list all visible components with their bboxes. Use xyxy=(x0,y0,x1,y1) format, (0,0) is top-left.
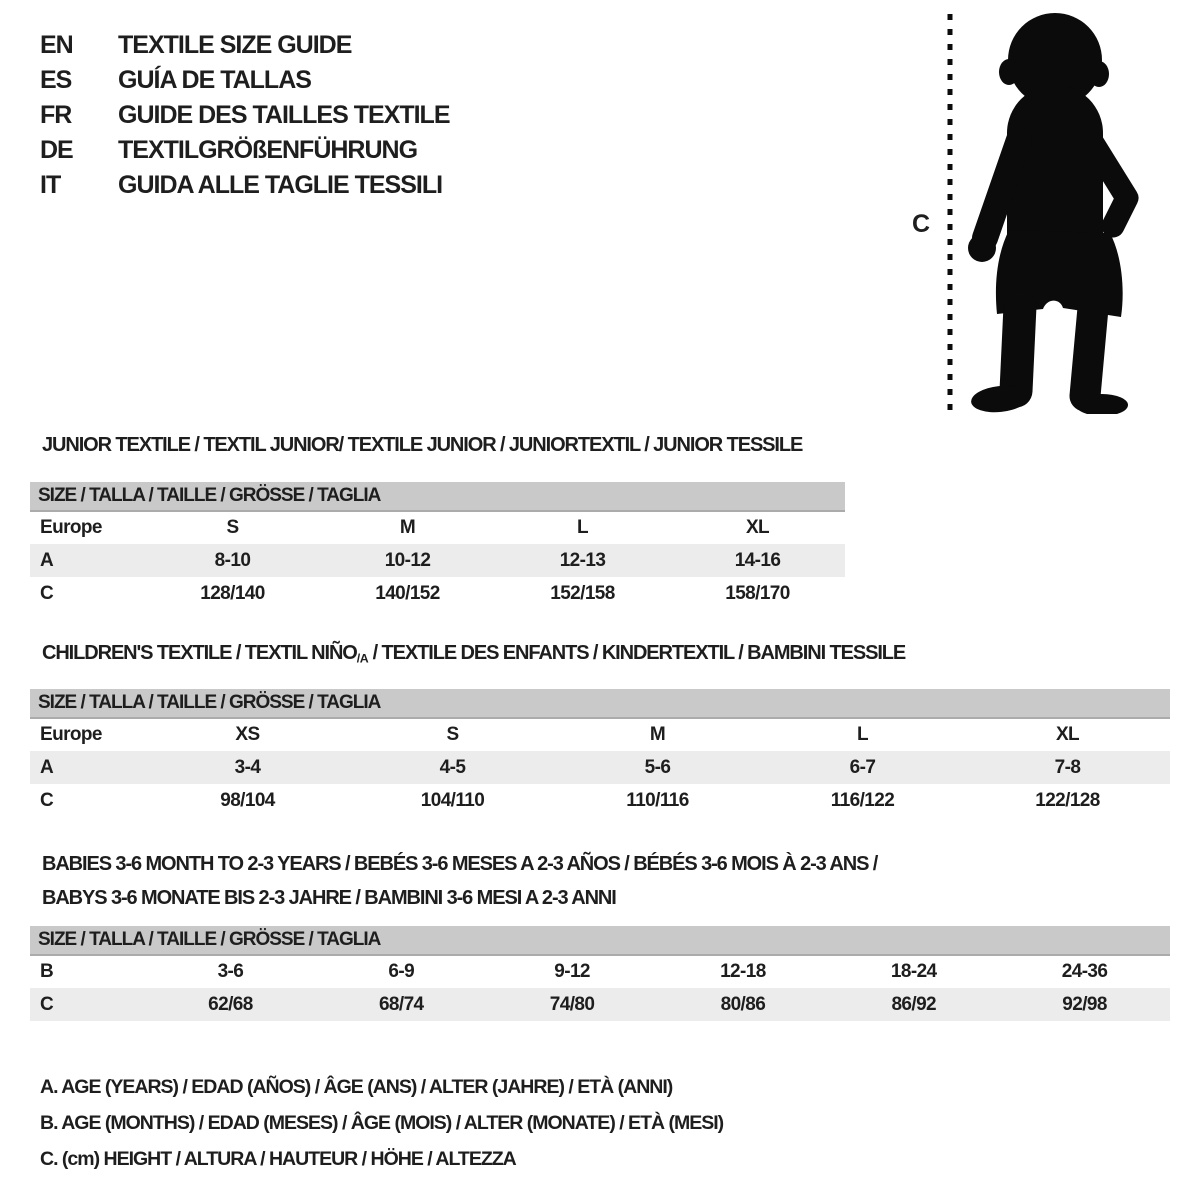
size-cell: 110/116 xyxy=(626,789,689,811)
size-cell: 86/92 xyxy=(828,988,999,1021)
row-label-cell: Europe xyxy=(40,724,102,745)
size-cell: 12-18 xyxy=(720,961,766,982)
junior-europe-row xyxy=(30,511,845,544)
junior-size-header-bar: SIZE / TALLA / TAILLE / GRÖSSE / TAGLIA xyxy=(30,482,845,511)
size-cell: 62/68 xyxy=(145,988,316,1021)
size-cell: 104/110 xyxy=(420,789,485,811)
legend-item-b: B. AGE (MONTHS) / EDAD (MESES) / ÂGE (MOIS) / ALTER (MONATE) / ETÀ (MESI) xyxy=(40,1112,724,1134)
children-europe-row xyxy=(30,718,1170,751)
children-title-post: / TEXTILE DES ENFANTS / KINDERTEXTIL / BAMBINI TESSILE xyxy=(368,642,906,664)
size-cell: 116/122 xyxy=(830,789,895,811)
measurement-legend xyxy=(40,1069,723,1177)
size-cell: XL xyxy=(1055,724,1080,745)
size-cell: 92/98 xyxy=(999,988,1170,1021)
size-cell: 8-10 xyxy=(145,544,320,577)
junior-height-row xyxy=(30,577,845,610)
children-size-header-bar: SIZE / TALLA / TAILLE / GRÖSSE / TAGLIA xyxy=(30,689,1170,718)
lang-title-es: GUÍA DE TALLAS xyxy=(118,66,311,94)
row-label-cell: B xyxy=(40,961,54,982)
children-age-row xyxy=(30,751,1170,784)
children-section-title xyxy=(42,642,905,666)
size-cell: M xyxy=(649,724,666,745)
junior-section-title: JUNIOR TEXTILE / TEXTIL JUNIOR/ TEXTILE JUNIOR / JUNIORTEXTIL / JUNIOR TESSILE xyxy=(42,434,803,456)
size-cell: 10-12 xyxy=(320,544,495,577)
children-height-row xyxy=(30,784,1170,817)
lang-code-es: ES xyxy=(40,66,72,94)
size-cell: 122/128 xyxy=(1035,789,1100,811)
junior-size-table xyxy=(30,482,845,610)
lang-title-it: GUIDA ALLE TAGLIE TESSILI xyxy=(118,171,443,199)
babies-height-row xyxy=(30,988,1170,1021)
size-cell: 4-5 xyxy=(350,751,555,784)
size-cell: XL xyxy=(745,517,770,538)
size-cell: 14-16 xyxy=(670,544,845,577)
children-title-sub: /A xyxy=(356,651,369,666)
row-label-cell: C xyxy=(30,988,145,1021)
row-label-cell: A xyxy=(30,544,145,577)
header-row-en xyxy=(40,28,450,63)
row-label-cell: Europe xyxy=(40,517,102,538)
size-cell: 128/140 xyxy=(200,582,265,604)
size-cell: 152/158 xyxy=(550,582,615,604)
lang-code-de: DE xyxy=(40,136,73,164)
legend-item-c: C. (cm) HEIGHT / ALTURA / HAUTEUR / HÖHE / ALTEZZA xyxy=(40,1148,516,1170)
size-cell: 158/170 xyxy=(725,582,790,604)
size-cell: 140/152 xyxy=(375,582,440,604)
children-title-pre: CHILDREN'S TEXTILE / TEXTIL NIÑO xyxy=(42,642,357,664)
babies-months-row xyxy=(30,955,1170,988)
children-size-table xyxy=(30,689,1170,817)
junior-age-row xyxy=(30,544,845,577)
size-cell: XS xyxy=(235,724,260,745)
baby-silhouette-image xyxy=(963,8,1147,414)
size-cell: 98/104 xyxy=(220,789,275,811)
size-cell: S xyxy=(226,517,239,538)
size-cell: 3-4 xyxy=(145,751,350,784)
header-row-fr xyxy=(40,98,450,133)
row-label-cell: A xyxy=(30,751,145,784)
size-cell: 9-12 xyxy=(554,961,590,982)
row-label-cell: C xyxy=(40,789,54,811)
babies-section-title xyxy=(42,847,877,915)
header-row-de xyxy=(40,133,450,168)
size-cell: S xyxy=(446,724,459,745)
header-row-it xyxy=(40,168,450,203)
size-cell: 3-6 xyxy=(217,961,244,982)
size-cell: 6-7 xyxy=(760,751,965,784)
size-cell: 7-8 xyxy=(965,751,1170,784)
size-cell: 6-9 xyxy=(388,961,415,982)
lang-title-de: TEXTILGRÖßENFÜHRUNG xyxy=(118,136,418,164)
height-measure-dotted-line xyxy=(946,14,954,416)
babies-size-table xyxy=(30,926,1170,1021)
lang-title-en: TEXTILE SIZE GUIDE xyxy=(118,31,352,59)
size-cell: 74/80 xyxy=(487,988,658,1021)
size-cell: M xyxy=(399,517,416,538)
babies-size-header-bar: SIZE / TALLA / TAILLE / GRÖSSE / TAGLIA xyxy=(30,926,1170,955)
row-label-cell: C xyxy=(40,582,54,604)
size-cell: 24-36 xyxy=(1061,961,1108,982)
lang-title-fr: GUIDE DES TAILLES TEXTILE xyxy=(118,101,450,129)
size-cell: 12-13 xyxy=(495,544,670,577)
babies-title-line1: BABIES 3-6 MONTH TO 2-3 YEARS / BEBÉS 3-6 MESES A 2-3 AÑOS / BÉBÉS 3-6 MOIS À 2-3 ANS / xyxy=(42,853,878,875)
lang-code-fr: FR xyxy=(40,101,72,129)
size-cell: 80/86 xyxy=(657,988,828,1021)
legend-item-a: A. AGE (YEARS) / EDAD (AÑOS) / ÂGE (ANS) / ALTER (JAHRE) / ETÀ (ANNI) xyxy=(40,1076,673,1098)
lang-code-en: EN xyxy=(40,31,73,59)
header-row-es xyxy=(40,63,450,98)
height-measure-label: C xyxy=(912,210,931,238)
lang-code-it: IT xyxy=(40,171,61,199)
size-cell: 18-24 xyxy=(890,961,937,982)
babies-title-line2: BABYS 3-6 MONATE BIS 2-3 JAHRE / BAMBINI 3-6 MESI A 2-3 ANNI xyxy=(42,887,616,909)
size-cell: L xyxy=(576,517,588,538)
size-cell: 68/74 xyxy=(316,988,487,1021)
size-cell: 5-6 xyxy=(555,751,760,784)
language-header-block xyxy=(40,28,450,203)
size-cell: L xyxy=(856,724,868,745)
